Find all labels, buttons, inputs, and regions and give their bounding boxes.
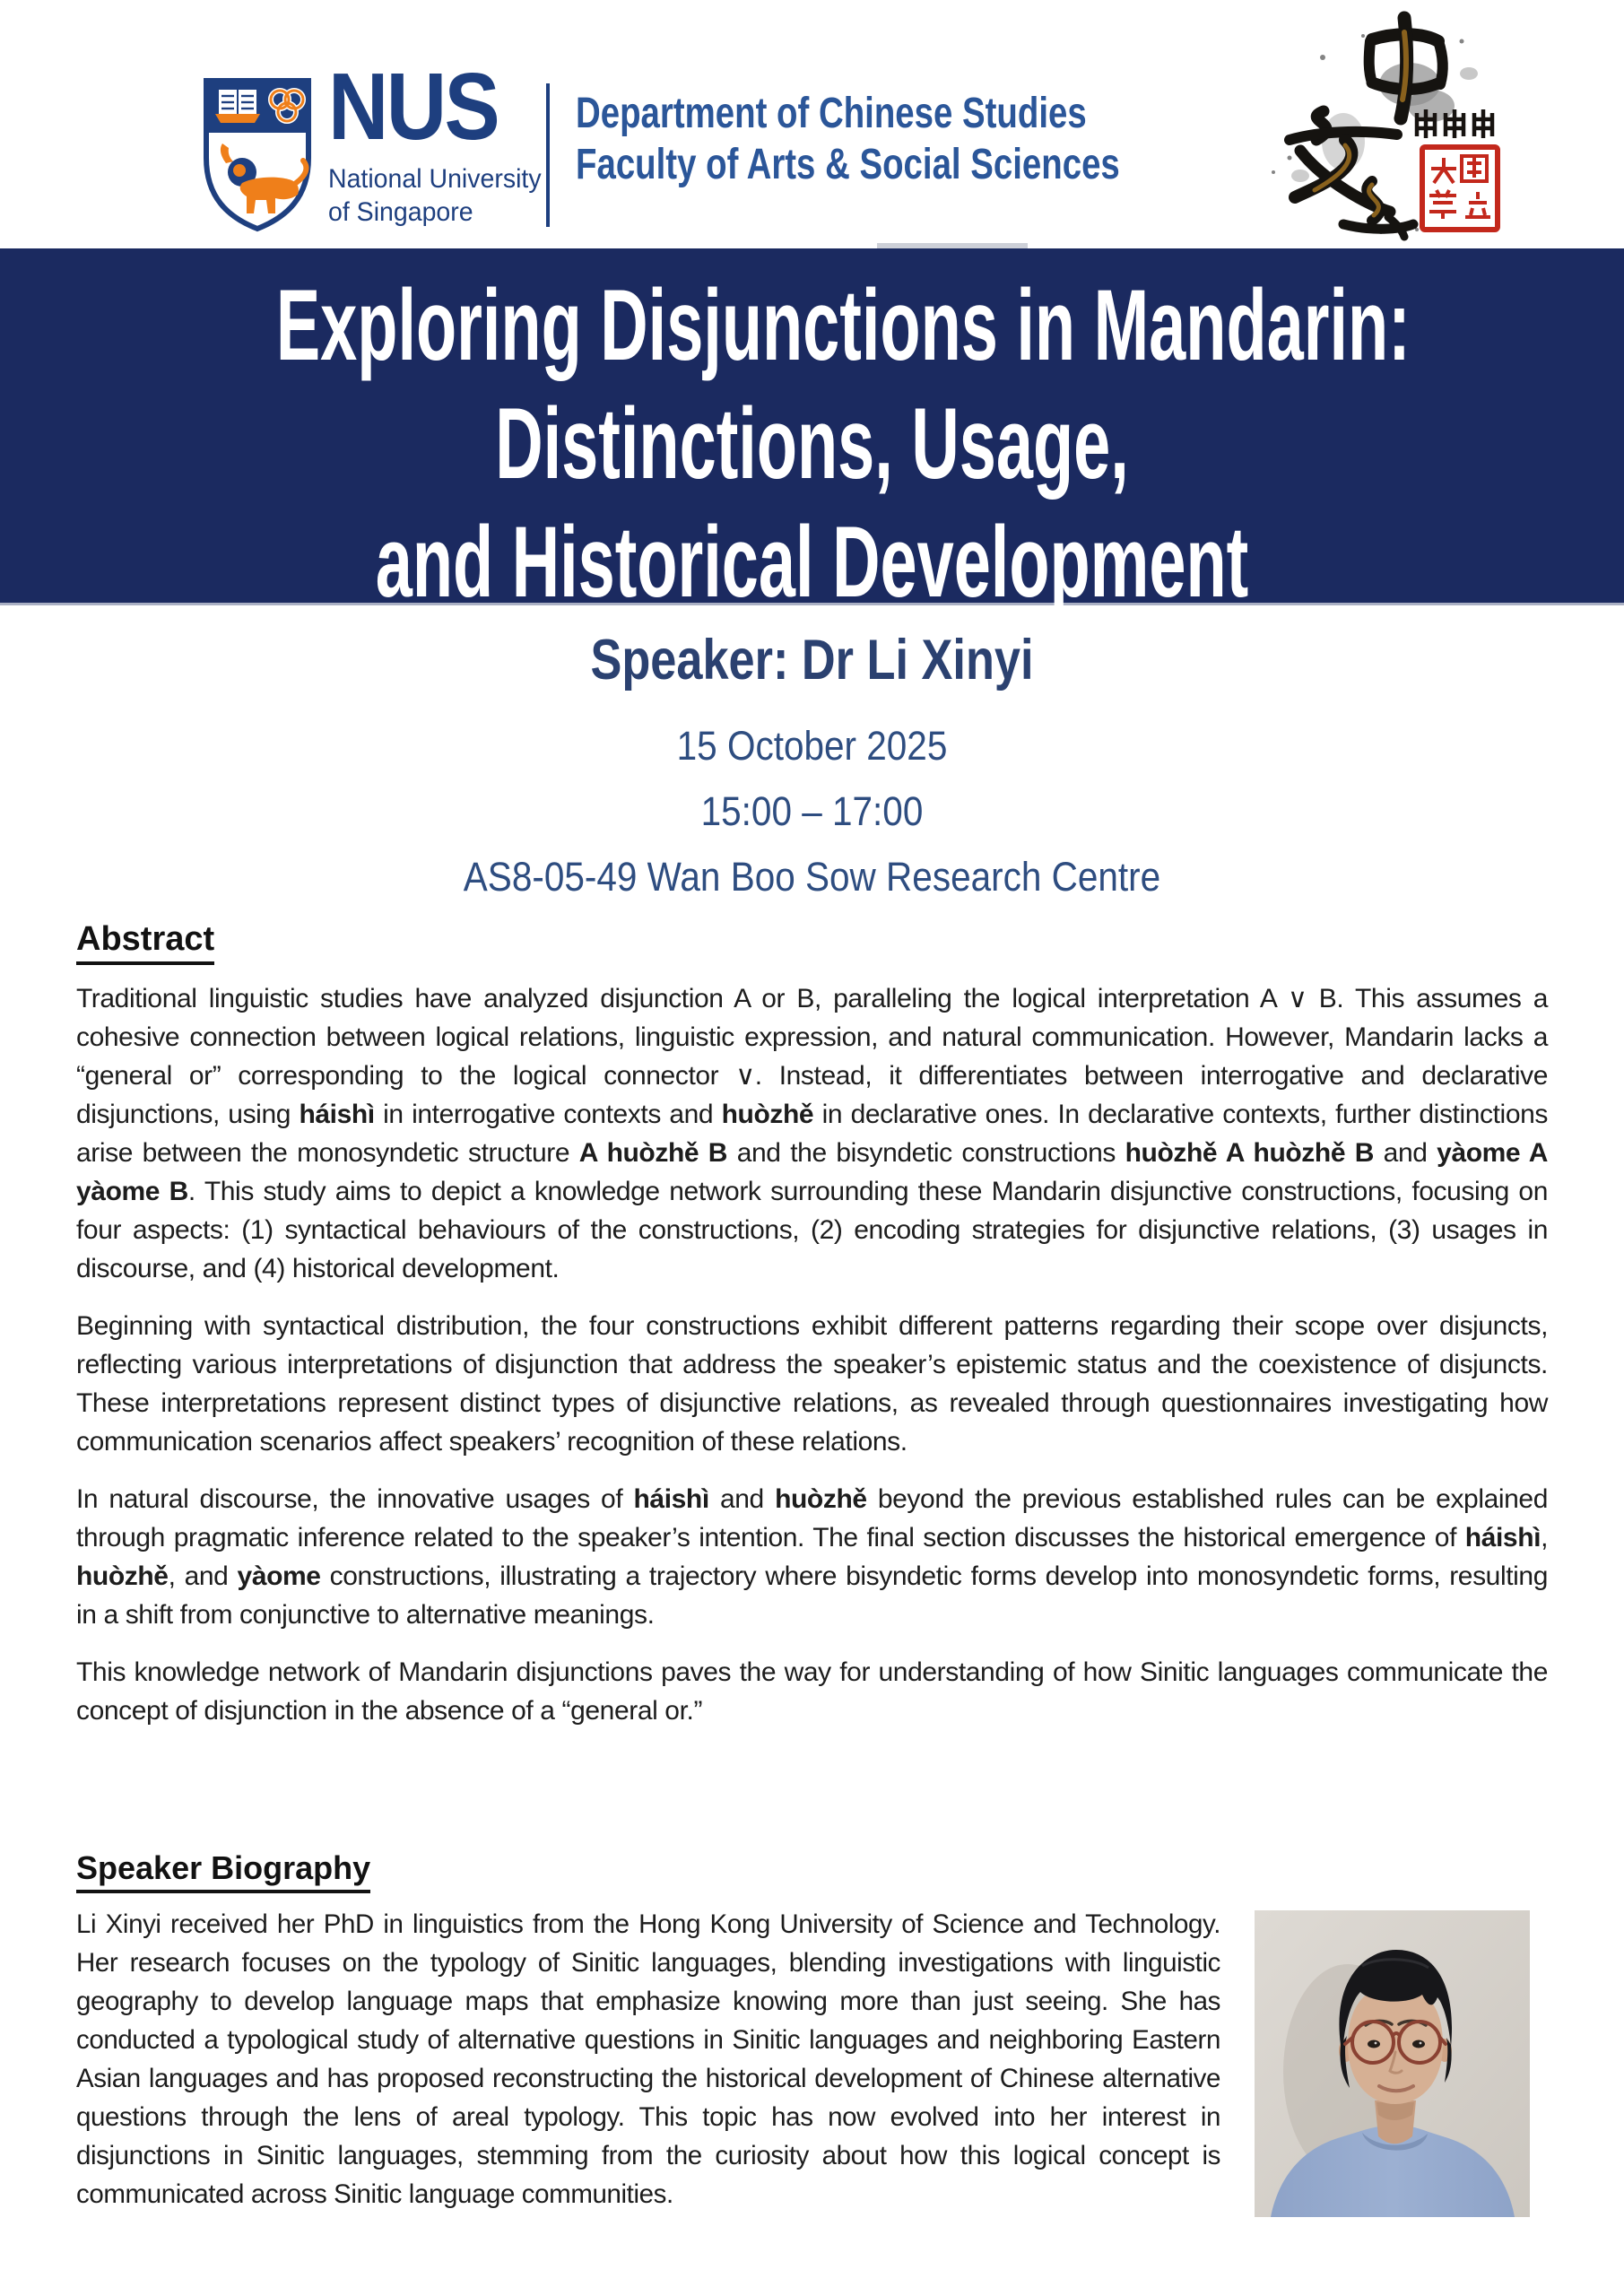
event-details [0,713,1624,909]
nus-university-line1: National University [328,164,542,194]
bio-paragraph: Li Xinyi received her PhD in linguistics from the Hong Kong University of Science and Technology. Her research focuses on the typology of Sinitic languages, blending investigations with linguistic geography to develop language maps that emphasize knowing more than just seeing. She has conducted a typological study of alternative questions in Sinitic languages and neighboring Eastern Asian languages and has proposed reconstructing the historical development of Chinese alternative questions through the lens of areal typology. This topic has now evolved into her interest in disjunctions in Sinitic languages, stemming from the curiosity about how this logical concept is communicated across Sinitic language communities. [76,1909,1220,2209]
abstract-paragraph-1: Traditional linguistic studies have analyzed disjunction A or B, paralleling the logical interpretation A ∨ B. This assumes a cohesive connection between logical relations, linguistic expression, and natural communication. However, Mandarin lacks a “general or” corresponding to the logical connector ∨. Instead, it differentiates between interrogative and declarative disjunctions, using háishì in interrogative contexts and huòzhě in declarative ones. In declarative contexts, further distinctions arise between the monosyndetic structure A huòzhě B and the bisyndetic constructions huòzhě A huòzhě B and yàome A yàome B. This study aims to depict a knowledge network surrounding these Mandarin disjunctive constructions, focusing on four aspects: (1) syntactical behaviours of the constructions, (2) encoding strategies for disjunctive relations, (3) usages in discourse, and (4) historical development. [76,984,1549,1283]
header-divider [546,83,550,227]
nus-university-name [328,162,542,229]
event-time: 15:00 – 17:00 [700,788,924,834]
speaker-heading: Speaker: Dr Li Xinyi [590,629,1034,691]
nus-wordmark: NUS [328,54,499,160]
nus-shield-icon [199,75,316,235]
red-seal-icon [1422,147,1498,230]
abstract-paragraph-2: Beginning with syntactical distribution, the four constructions exhibit different patterns regarding their scope over disjuncts, reflecting various interpretations of disjunction that address the speaker’s epistemic status and the coexistence of disjuncts. These interpretations represent distinct types of disjunctive relations, as revealed through questionnaires investigating how communication scenarios affect speakers’ recognition of these relations. [76,1311,1548,1457]
event-title-line1: Exploring Disjunctions in Mandarin: [275,269,1411,381]
department-block [576,88,1120,190]
bio-section [76,1905,1548,2228]
department-name: Department of Chinese Studies [576,90,1087,137]
abstract-heading: Abstract [76,920,214,965]
abstract-section [76,979,1548,1749]
event-date: 15 October 2025 [676,723,948,769]
speaker-photo [1255,1910,1530,2217]
title-banner [0,248,1624,618]
event-venue: AS8-05-49 Wan Boo Sow Research Centre [463,854,1161,900]
nus-university-line2: of Singapore [328,197,473,227]
event-title-line2: Distinctions, Usage, [495,387,1129,500]
abstract-paragraph-4: This knowledge network of Mandarin disjunctions paves the way for understanding of how Sinitic languages communicate the concept of disjunction in the absence of a “general or.” [76,1657,1548,1726]
bio-heading: Speaker Biography [76,1849,370,1893]
abstract-paragraph-3: In natural discourse, the innovative usages of háishì and huòzhě beyond the previous established rules can be explained through pragmatic inference related to the speaker’s intention. The final section discusses the historical emergence of háishì, huòzhě, and yàome constructions, illustrating a trajectory where bisyndetic forms develop into monosyndetic forms, resulting in a shift from conjunctive to alternative meanings. [76,1484,1548,1630]
event-title-line3: and Historical Development [375,506,1249,618]
faculty-name: Faculty of Arts & Social Sciences [576,141,1120,188]
calligraphy-logo-icon [1238,5,1533,242]
